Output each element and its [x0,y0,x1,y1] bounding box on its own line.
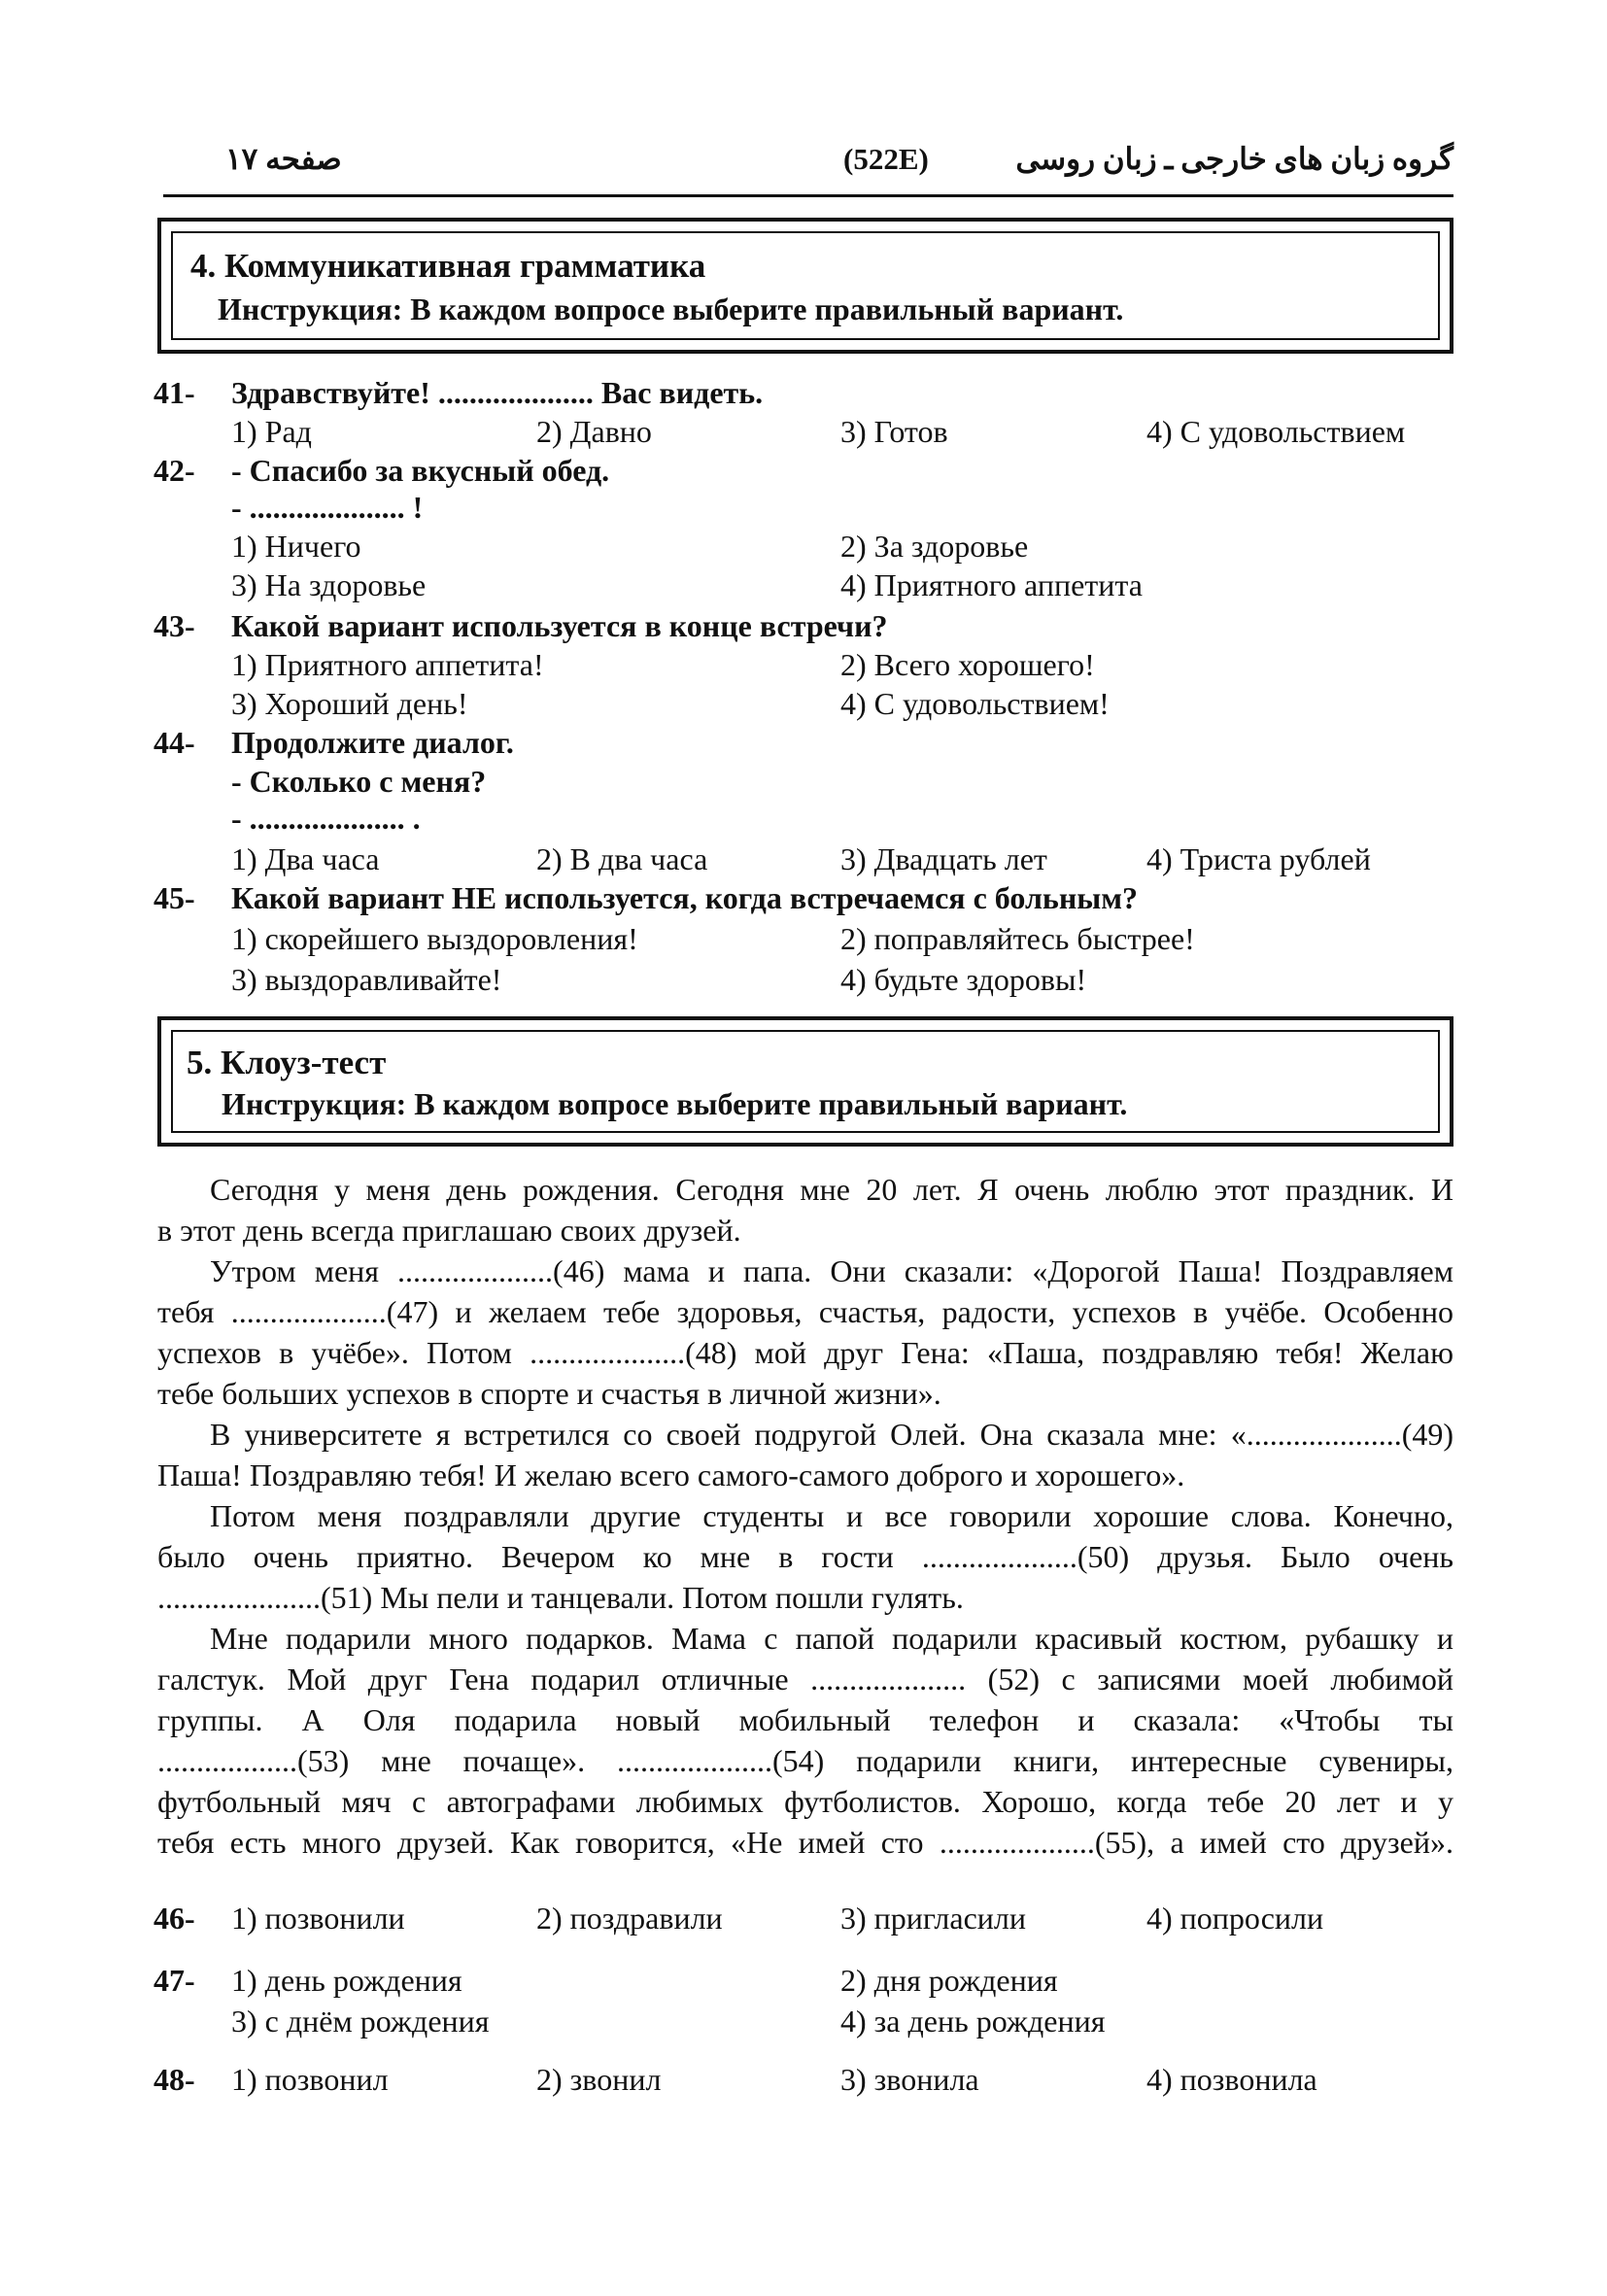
section-5-title: 5. Клоуз-тест [187,1044,387,1081]
cloze-line: Сегодня у меня день рождения. Сегодня мне 20 лет. Я очень люблю этот праздник. И [210,1172,1453,1207]
option-1[interactable]: 1) Приятного аппетита! [231,647,544,682]
question-blank-line: - .................... . [231,801,421,836]
question-42 [0,455,1607,610]
cloze-line: Утром меня ....................(46) мама и папа. Они сказали: «Дорогой Паша! Поздравляем [210,1253,1453,1288]
question-45 [0,882,1607,999]
cloze-line: тебя ....................(47) и желаем тебе здоровья, счастья, радости, успехов в учёбе. Особенно [157,1294,1453,1329]
option-4[interactable]: 4) попросили [1146,1901,1324,1936]
question-41 [0,377,1607,455]
option-4[interactable]: 4) будьте здоровы! [840,962,1087,997]
question-blank-line: - .................... ! [231,490,424,525]
cloze-line: тебя есть много друзей. Как говорится, «Не имей сто ....................(55), а имей сто друзей». [157,1825,1453,1860]
question-48 [0,2064,1607,2103]
option-3[interactable]: 3) Хороший день! [231,686,468,721]
section-4-box [157,218,1453,354]
option-3[interactable]: 3) с днём рождения [231,2004,490,2039]
cloze-line: футбольный мяч с автографами любимых футболистов. Хорошо, когда тебе 20 лет и у [157,1784,1453,1819]
cloze-line: Потом меня поздравляли другие студенты и все говорили хорошие слова. Конечно, [210,1498,1453,1533]
cloze-line: в этот день всегда приглашаю своих друзей. [157,1213,741,1248]
question-number: 48- [154,2062,195,2097]
question-number: 41- [154,375,195,410]
option-2[interactable]: 2) Давно [536,414,652,449]
option-1[interactable]: 1) позвонил [231,2062,389,2097]
cloze-line: .....................(51) Мы пели и танцевали. Потом пошли гулять. [157,1580,964,1615]
cloze-text [157,1169,1453,1863]
question-number: 43- [154,608,195,643]
cloze-line: тебе больших успехов в спорте и счастья в личной жизни». [157,1376,941,1411]
option-1[interactable]: 1) Два часа [231,841,380,876]
cloze-line: галстук. Мой друг Гена подарил отличные .................... (52) с записями моей любимой [157,1662,1453,1696]
option-4[interactable]: 4) С удовольствием! [840,686,1110,721]
section-5-box [157,1016,1453,1147]
question-number: 42- [154,453,195,488]
question-dialog-line: - Сколько с меня? [231,764,487,799]
option-2[interactable]: 2) поздравили [536,1901,723,1936]
question-number: 47- [154,1963,195,1998]
option-1[interactable]: 1) позвонили [231,1901,405,1936]
question-number: 44- [154,725,195,760]
option-4[interactable]: 4) позвонила [1146,2062,1317,2097]
option-2[interactable]: 2) поправляйтесь быстрее! [840,921,1195,956]
question-43 [0,610,1607,727]
option-2[interactable]: 2) дня рождения [840,1963,1058,1998]
question-46 [0,1902,1607,1941]
cloze-line: было очень приятно. Вечером ко мне в гости ....................(50) друзья. Было очень [157,1539,1453,1574]
header-rule [163,194,1453,197]
question-44 [0,727,1607,882]
cloze-line: Паша! Поздравляю тебя! И желаю всего самого-самого доброго и хорошего». [157,1457,1185,1492]
option-3[interactable]: 3) пригласили [840,1901,1026,1936]
question-text: Здравствуйте! .................... Вас видеть. [231,375,764,410]
header-right: گروه زبان های خارجی ـ زبان روسی [1015,142,1453,176]
section-4-instruction: Инструкция: В каждом вопросе выберите правильный вариант. [218,291,1124,326]
question-number: 45- [154,880,195,915]
header-code: (522E) [843,142,929,176]
cloze-line: ..................(53) мне почаще». ....................(54) подарили книги, интересные сувениры, [157,1743,1453,1778]
question-text: - Спасибо за вкусный обед. [231,453,610,488]
cloze-line: группы. А Оля подарила новый мобильный телефон и сказала: «Чтобы ты [157,1702,1453,1737]
option-2[interactable]: 2) В два часа [536,841,708,876]
section-5-instruction: Инструкция: В каждом вопросе выберите правильный вариант. [222,1086,1128,1121]
option-3[interactable]: 3) выздоравливайте! [231,962,502,997]
cloze-line: В университете я встретился со своей подругой Олей. Она сказала мне: «....................(49) [210,1417,1453,1452]
option-4[interactable]: 4) С удовольствием [1146,414,1406,449]
section-4-title: 4. Коммуникативная грамматика [190,247,706,285]
option-1[interactable]: 1) день рождения [231,1963,462,1998]
option-3[interactable]: 3) Готов [840,414,948,449]
page-number: صفحه ۱۷ [225,142,342,176]
option-3[interactable]: 3) Двадцать лет [840,841,1047,876]
option-2[interactable]: 2) За здоровье [840,529,1029,564]
cloze-line: Мне подарили много подарков. Мама с папой подарили красивый костюм, рубашку и [210,1621,1453,1656]
option-4[interactable]: 4) за день рождения [840,2004,1106,2039]
question-47 [0,1965,1607,2046]
option-1[interactable]: 1) Ничего [231,529,361,564]
option-3[interactable]: 3) звонила [840,2062,979,2097]
question-number: 46- [154,1901,195,1936]
option-2[interactable]: 2) Всего хорошего! [840,647,1095,682]
option-4[interactable]: 4) Приятного аппетита [840,567,1143,602]
option-2[interactable]: 2) звонил [536,2062,662,2097]
cloze-line: успехов в учёбе». Потом ....................(48) мой друг Гена: «Паша, поздравляю тебя! Желаю [157,1335,1453,1370]
option-1[interactable]: 1) Рад [231,414,312,449]
option-3[interactable]: 3) На здоровье [231,567,427,602]
option-4[interactable]: 4) Триста рублей [1146,841,1371,876]
question-text: Продолжите диалог. [231,725,514,760]
question-text: Какой вариант НЕ используется, когда встречаемся с больным? [231,880,1139,915]
question-text: Какой вариант используется в конце встречи? [231,608,888,643]
option-1[interactable]: 1) скорейшего выздоровления! [231,921,638,956]
